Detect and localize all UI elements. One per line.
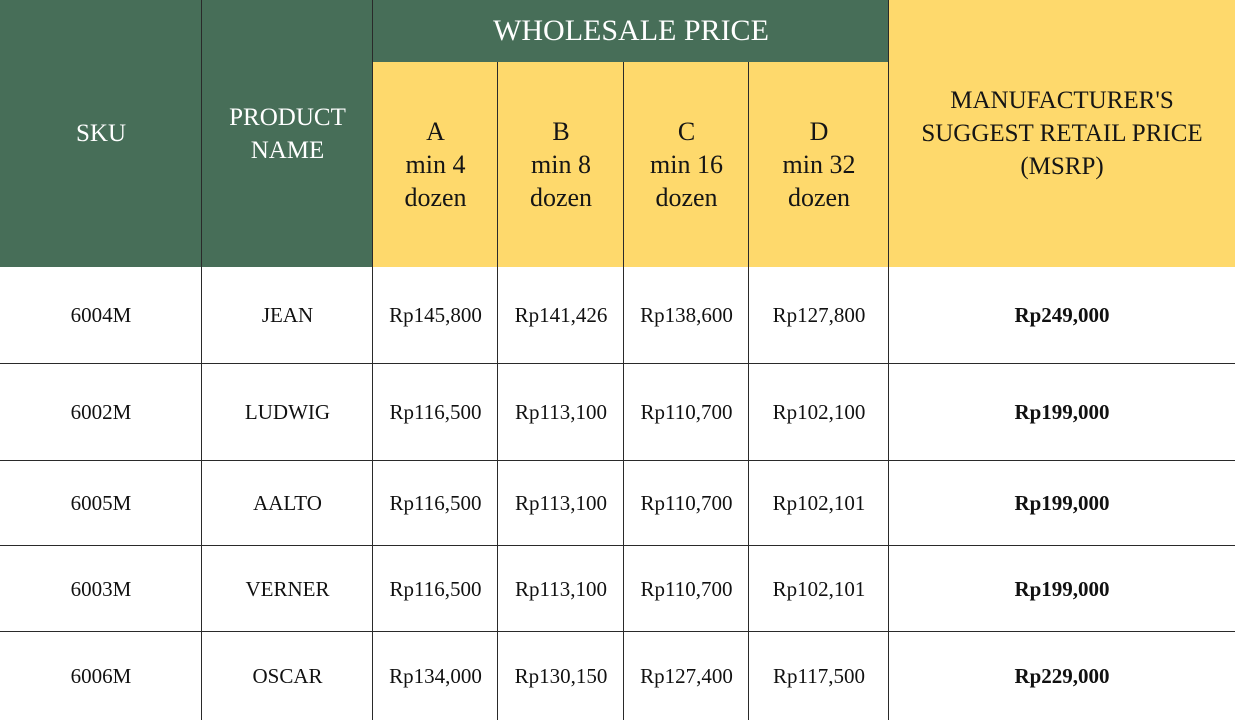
grid-line <box>0 363 1235 364</box>
price-b-cell: Rp141,426 <box>514 303 608 327</box>
msrp-cell: Rp249,000 <box>1014 303 1110 327</box>
price-b-cell: Rp113,100 <box>515 400 607 424</box>
grid-line <box>0 460 1235 461</box>
price-b-cell: Rp113,100 <box>515 491 607 515</box>
price-c-cell: Rp127,400 <box>640 663 733 688</box>
price-a-cell: Rp116,500 <box>389 576 482 601</box>
tier-min: min 32 <box>782 150 856 179</box>
price-a-cell: Rp116,500 <box>389 491 482 515</box>
tier-min: min 8 <box>531 150 591 179</box>
price-c-cell: Rp110,700 <box>640 491 733 515</box>
price-a-cell: Rp134,000 <box>389 663 482 688</box>
header-sku: SKU <box>0 0 202 267</box>
price-a-cell: Rp145,800 <box>389 303 482 327</box>
product-name-cell: JEAN <box>261 303 314 327</box>
price-c-cell: Rp110,700 <box>640 400 733 424</box>
tier-letter: B <box>552 117 570 146</box>
price-b-cell: Rp130,150 <box>514 663 608 688</box>
sku-cell: 6003M <box>70 576 132 601</box>
sku-cell: 6005M <box>70 491 132 515</box>
grid-line <box>497 62 498 720</box>
tier-letter: C <box>677 117 696 146</box>
sku-cell: 6002M <box>70 400 132 424</box>
header-tier-c <box>624 62 749 267</box>
grid-line <box>748 62 749 720</box>
header-wholesale-price: WHOLESALE PRICE <box>373 0 889 62</box>
price-d-cell: Rp117,500 <box>773 663 865 688</box>
product-name-cell: LUDWIG <box>244 400 331 424</box>
price-d-cell: Rp102,101 <box>772 491 866 515</box>
price-d-cell: Rp102,101 <box>772 576 866 601</box>
tier-min: min 4 <box>405 150 466 179</box>
sku-cell: 6006M <box>70 663 132 688</box>
tier-unit: dozen <box>655 183 718 212</box>
grid-line <box>623 62 624 720</box>
header-tier-a <box>373 62 498 267</box>
price-c-cell: Rp138,600 <box>640 303 733 327</box>
header-product-name: PRODUCT NAME <box>202 0 373 267</box>
grid-line <box>372 0 373 720</box>
msrp-cell: Rp199,000 <box>1014 491 1110 515</box>
tier-unit: dozen <box>529 183 593 212</box>
price-d-cell: Rp102,100 <box>772 400 866 424</box>
header-tier-d <box>749 62 889 267</box>
price-d-cell: Rp127,800 <box>772 303 866 327</box>
product-name-cell: VERNER <box>245 576 330 601</box>
grid-line <box>888 0 889 720</box>
sku-cell: 6004M <box>70 303 132 327</box>
tier-unit: dozen <box>404 183 467 212</box>
tier-min: min 16 <box>650 150 723 179</box>
grid-line <box>0 631 1235 632</box>
tier-letter: A <box>426 117 445 146</box>
tier-unit: dozen <box>787 183 851 212</box>
product-name-cell: AALTO <box>253 491 322 515</box>
msrp-cell: Rp199,000 <box>1014 576 1110 601</box>
price-a-cell: Rp116,500 <box>389 400 482 424</box>
header-tier-b <box>498 62 624 267</box>
grid-line <box>201 0 202 720</box>
msrp-cell: Rp229,000 <box>1014 663 1110 688</box>
header-msrp: MANUFACTURER'S SUGGEST RETAIL PRICE (MSRP) <box>889 0 1235 267</box>
grid-line <box>0 545 1235 546</box>
product-name-cell: OSCAR <box>252 663 323 688</box>
price-b-cell: Rp113,100 <box>515 576 607 601</box>
msrp-cell: Rp199,000 <box>1014 400 1110 424</box>
tier-letter: D <box>809 117 829 146</box>
price-c-cell: Rp110,700 <box>640 576 733 601</box>
